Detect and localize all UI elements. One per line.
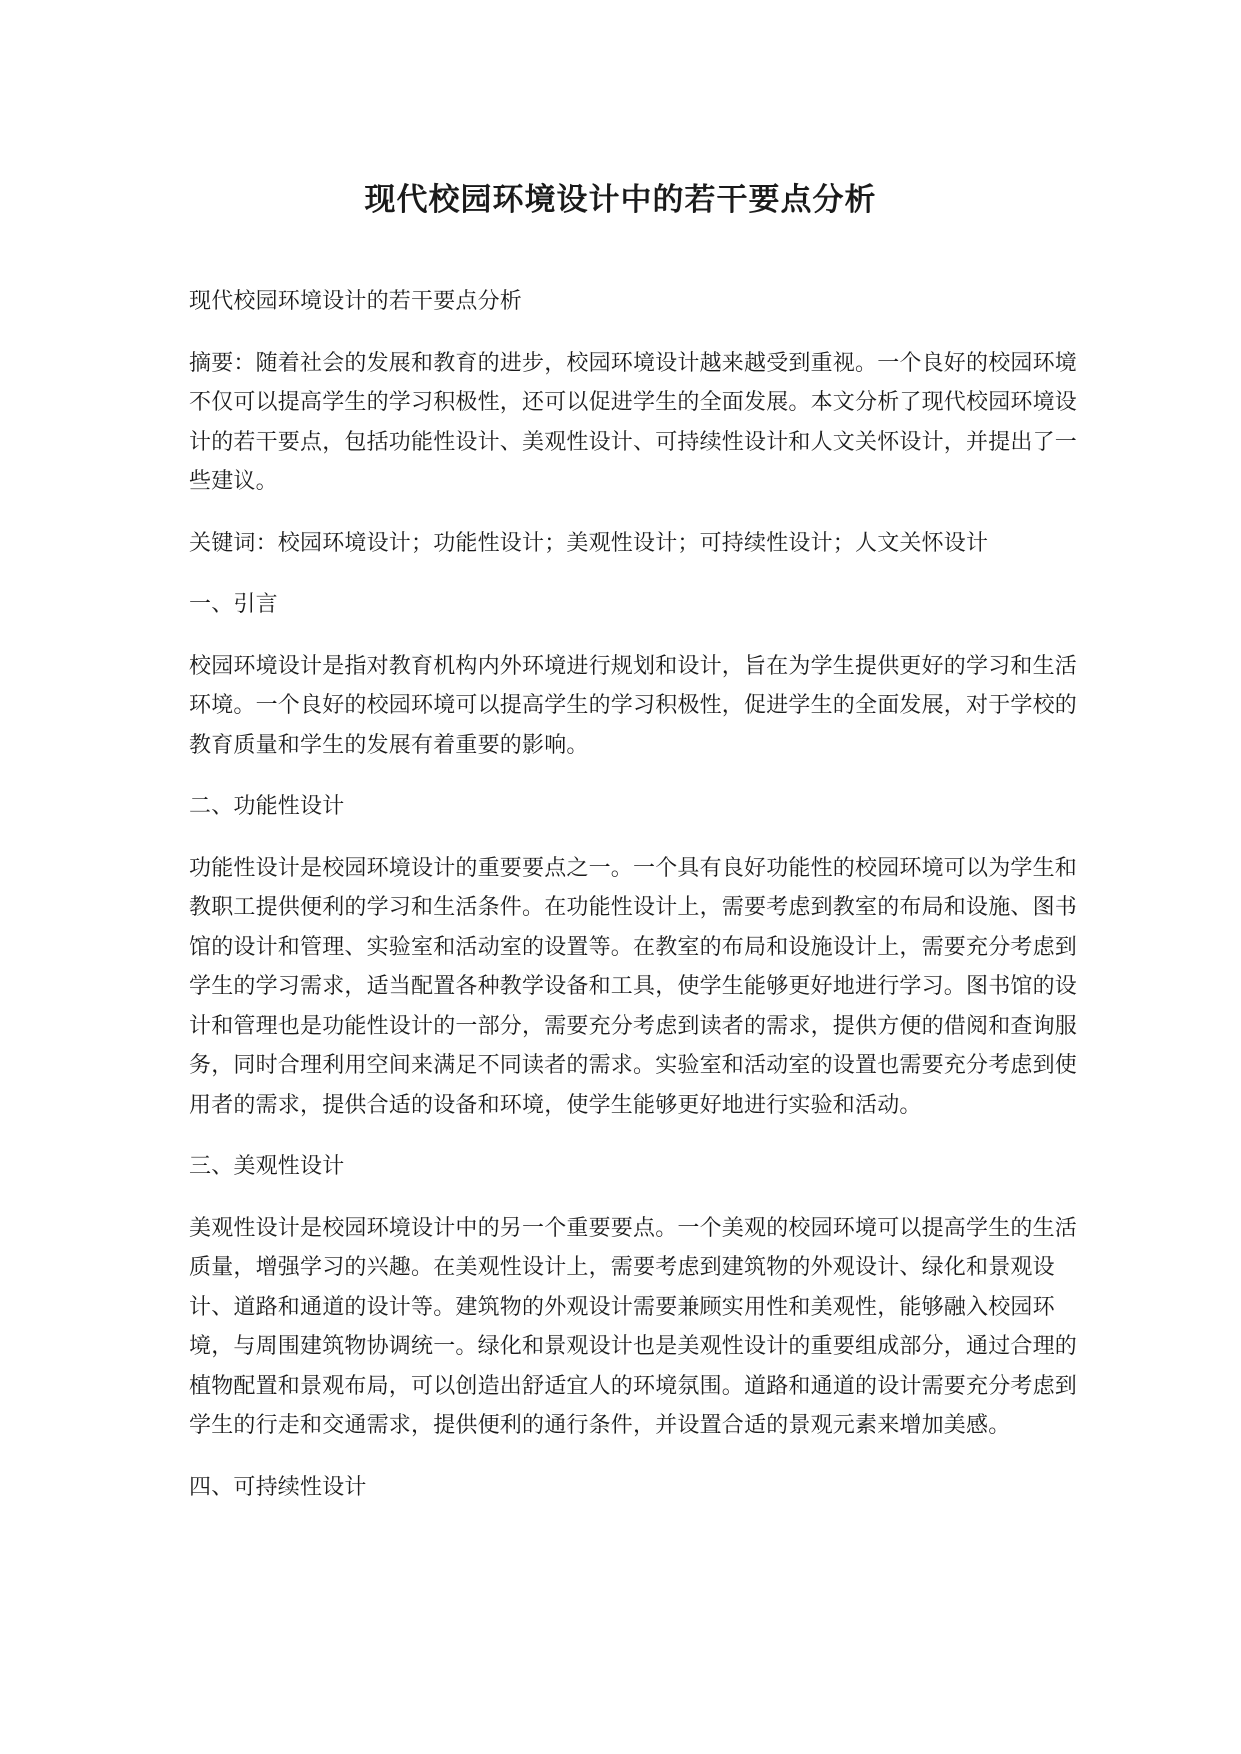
document-title: 现代校园环境设计中的若干要点分析 <box>364 182 877 218</box>
abstract-paragraph: 摘要：随着社会的发展和教育的进步，校园环境设计越来越受到重视。一个良好的校园环境不仅可以提高学生的学习积极性，还可以促进学生的全面发展。本文分析了现代校园环境设计的若干要点，包括功能性设计、美观性设计、可持续性设计和人文关怀设计，并提出了一些建议。 <box>189 350 1078 494</box>
aesthetic-design-paragraph: 美观性设计是校园环境设计中的另一个重要要点。一个美观的校园环境可以提高学生的生活质量，增强学习的兴趣。在美观性设计上，需要考虑到建筑物的外观设计、绿化和景观设计、道路和通道的设计等。建筑物的外观设计需要兼顾实用性和美观性，能够融入校园环境，与周围建筑物协调统一。绿化和景观设计也是美观性设计的重要组成部分，通过合理的植物配置和景观布局，可以创造出舒适宜人的环境氛围。道路和通道的设计需要充分考虑到学生的行走和交通需求，提供便利的通行条件，并设置合适的景观元素来增加美感。 <box>189 1215 1078 1438</box>
section-heading-functional-design: 二、功能性设计 <box>189 794 345 819</box>
keywords-paragraph: 关键词：校园环境设计；功能性设计；美观性设计；可持续性设计；人文关怀设计 <box>189 530 989 556</box>
introduction-paragraph: 校园环境设计是指对教育机构内外环境进行规划和设计，旨在为学生提供更好的学习和生活环境。一个良好的校园环境可以提高学生的学习积极性，促进学生的全面发展，对于学校的教育质量和学生的发展有着重要的影响。 <box>189 653 1078 758</box>
section-heading-introduction: 一、引言 <box>189 592 278 617</box>
subtitle-paragraph: 现代校园环境设计的若干要点分析 <box>189 289 523 314</box>
section-heading-aesthetic-design: 三、美观性设计 <box>189 1154 345 1179</box>
functional-design-paragraph: 功能性设计是校园环境设计的重要要点之一。一个具有良好功能性的校园环境可以为学生和教职工提供便利的学习和生活条件。在功能性设计上，需要考虑到教室的布局和设施、图书馆的设计和管理、实验室和活动室的设置等。在教室的布局和设施设计上，需要充分考虑到学生的学习需求，适当配置各种教学设备和工具，使学生能够更好地进行学习。图书馆的设计和管理也是功能性设计的一部分，需要充分考虑到读者的需求，提供方便的借阅和查询服务，同时合理利用空间来满足不同读者的需求。实验室和活动室的设置也需要充分考虑到使用者的需求，提供合适的设备和环境，使学生能够更好地进行实验和活动。 <box>189 855 1078 1118</box>
document-body <box>189 282 1079 1529</box>
section-heading-sustainable-design: 四、可持续性设计 <box>189 1474 367 1500</box>
